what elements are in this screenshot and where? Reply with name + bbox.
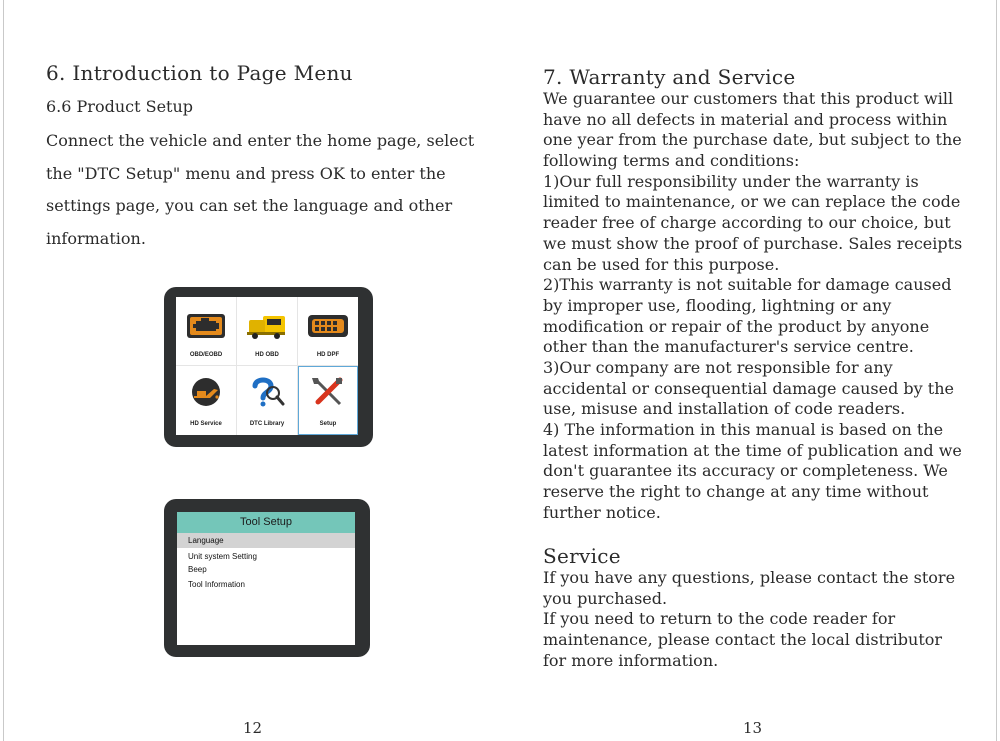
warranty-line: 3)Our company are not responsible for any: [543, 357, 893, 377]
grid-divider: [176, 365, 358, 366]
left-page-edge: [3, 0, 4, 741]
service-line: for more information.: [543, 650, 719, 670]
grid-divider: [236, 297, 237, 435]
menu-item-language[interactable]: Language: [177, 533, 355, 548]
paragraph-line: settings page, you can set the language and other: [46, 196, 453, 215]
paragraph-line: Connect the vehicle and enter the home page, select: [46, 131, 475, 150]
warranty-line: modification or repair of the product by anyone: [543, 316, 930, 336]
menu-item-tool-information[interactable]: Tool Information: [188, 580, 245, 589]
warranty-line: latest information at the time of publication and we: [543, 440, 962, 460]
tile-label: HD Service: [190, 421, 222, 427]
warranty-line: reader free of charge according to our choice, but: [543, 213, 951, 233]
page-number-left: 12: [243, 719, 263, 737]
intro-paragraph: [46, 125, 474, 255]
warranty-line: 2)This warranty is not suitable for damage caused: [543, 275, 952, 295]
check-engine-icon: [184, 311, 228, 341]
warranty-line: further notice.: [543, 502, 661, 522]
dpf-filter-icon: [306, 311, 350, 341]
service-line: If you need to return to the code reader for: [543, 609, 896, 629]
warranty-line: we must show the proof of purchase. Sales receipts: [543, 233, 963, 253]
tile-label: OBD/EOBD: [189, 352, 223, 358]
warranty-line: accidental or consequential damage caused by the: [543, 378, 954, 398]
warranty-line: other than the manufacturer's service centre.: [543, 337, 914, 357]
warranty-paragraph: [543, 89, 962, 523]
paragraph-line: the "DTC Setup" menu and press OK to enter the: [46, 163, 446, 183]
tool-setup-title: Tool Setup: [177, 512, 355, 533]
tile-label: Setup: [319, 421, 337, 427]
warranty-line: have no all defects in material and process within: [543, 109, 948, 129]
oil-can-icon: [184, 374, 228, 410]
warranty-line: don't guarantee its accuracy or completeness. We: [543, 461, 948, 481]
warranty-line: limited to maintenance, or we can replace the code: [543, 192, 961, 212]
truck-icon: [245, 311, 289, 341]
service-line: maintenance, please contact the local distributor: [543, 630, 943, 650]
section-heading-warranty: 7. Warranty and Service: [543, 65, 796, 89]
warranty-line: by improper use, flooding, lightning or any: [543, 295, 892, 315]
question-magnifier-icon: [245, 372, 289, 410]
tile-label: DTC Library: [249, 421, 285, 427]
warranty-line: following terms and conditions:: [543, 151, 800, 171]
service-paragraph: [543, 568, 955, 671]
page-number-right: 13: [743, 719, 763, 737]
menu-tile-hd-obd[interactable]: [237, 297, 297, 366]
subsection-heading: 6.6 Product Setup: [46, 97, 194, 116]
menu-tile-hd-dpf[interactable]: [298, 297, 358, 366]
menu-item-beep[interactable]: Beep: [188, 565, 207, 574]
tools-icon: [306, 372, 350, 410]
menu-tile-obd-eobd[interactable]: [176, 297, 236, 366]
menu-tile-hd-service[interactable]: [176, 366, 236, 435]
warranty-line: We guarantee our customers that this product will: [543, 89, 954, 108]
section-heading-intro: 6. Introduction to Page Menu: [46, 61, 353, 85]
menu-tile-dtc-library[interactable]: [237, 366, 297, 435]
warranty-line: 4) The information in this manual is based on the: [543, 420, 944, 439]
tile-label: HD DPF: [316, 352, 340, 358]
home-menu-grid: [176, 297, 358, 435]
right-page-edge: [996, 0, 997, 741]
warranty-line: use, misuse and installation of code readers.: [543, 399, 906, 419]
service-line: you purchased.: [543, 588, 668, 608]
grid-divider: [297, 297, 298, 435]
service-line: If you have any questions, please contact the store: [543, 568, 956, 587]
warranty-line: can be used for this purpose.: [543, 254, 780, 274]
warranty-line: one year from the purchase date, but subject to the: [543, 130, 962, 150]
warranty-line: reserve the right to change at any time without: [543, 482, 929, 502]
menu-item-unit-system[interactable]: Unit system Setting: [188, 552, 257, 561]
paragraph-line: information.: [46, 228, 146, 248]
menu-tile-setup[interactable]: [298, 366, 358, 435]
service-heading: Service: [543, 544, 621, 568]
tile-label: HD OBD: [255, 352, 279, 358]
warranty-line: 1)Our full responsibility under the warranty is: [543, 171, 919, 191]
